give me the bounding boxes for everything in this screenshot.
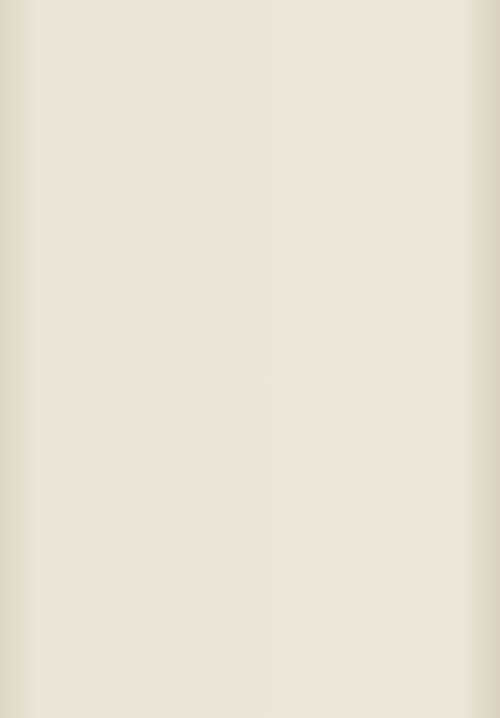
top-text-band bbox=[10, 14, 490, 358]
bottom-text-band bbox=[10, 370, 490, 696]
